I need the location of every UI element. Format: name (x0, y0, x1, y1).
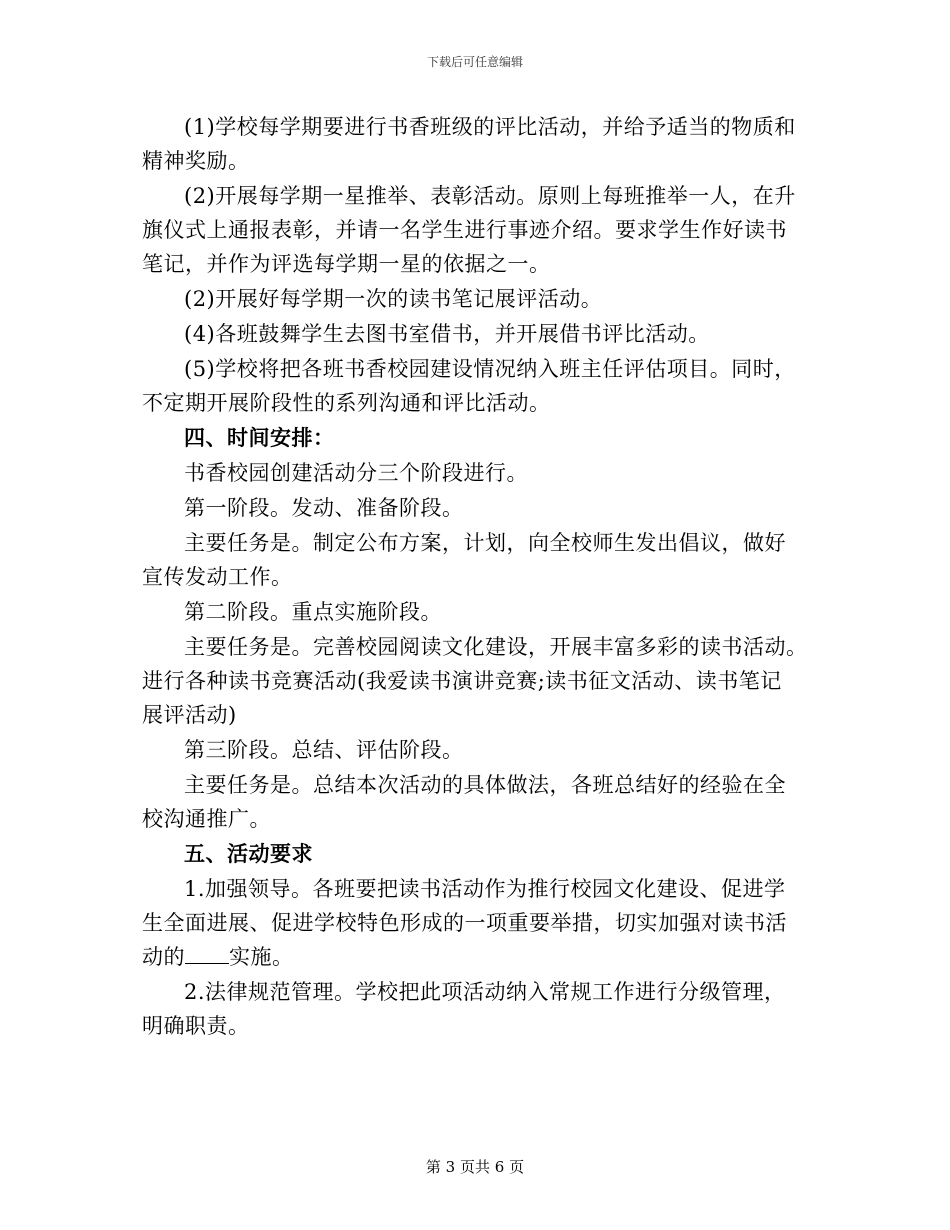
paragraph-item-2 (142, 179, 812, 281)
paragraph-item-4 (142, 317, 812, 351)
text-line: (5)学校将把各班书香校园建设情况纳入班主任评估项目。同时， (184, 357, 796, 381)
paragraph-phases-intro (142, 456, 812, 490)
heading-text: 五、活动要求 (184, 841, 313, 866)
paragraph-item-5 (142, 352, 812, 420)
text-line: (1)学校每学期要进行书香班级的评比活动，并给予适当的物质和 (184, 115, 796, 139)
text-fragment: 实施。 (229, 945, 294, 969)
text-line: 第二阶段。重点实施阶段。 (184, 600, 442, 624)
text-line: 主要任务是。总结本次活动的具体做法，各班总结好的经验在全 (184, 773, 786, 797)
text-line: 2.法律规范管理。学校把此项活动纳入常规工作进行分级管理， (184, 980, 786, 1004)
text-line: 第一阶段。发动、准备阶段。 (184, 496, 464, 520)
text-line: 明确职责。 (142, 1014, 250, 1038)
text-line: 第三阶段。总结、评估阶段。 (184, 738, 464, 762)
text-line: 主要任务是。完善校园阅读文化建设，开展丰富多彩的读书活动。 (184, 635, 808, 659)
text-line: 校沟通推广。 (142, 807, 271, 831)
text-line: 进行各种读书竞赛活动(我爱读书演讲竞赛;读书征文活动、读书笔记 (142, 669, 782, 693)
paragraph-phase-3 (142, 733, 812, 767)
paragraph-requirement-2 (142, 975, 812, 1043)
paragraph-phase-2 (142, 595, 812, 629)
text-line: (4)各班鼓舞学生去图书室借书，并开展借书评比活动。 (184, 322, 710, 346)
text-line-with-blank (142, 940, 812, 974)
text-line: (2)开展好每学期一次的读书笔记展评活动。 (184, 287, 603, 311)
text-line: 笔记，并作为评选每学期一星的依据之一。 (142, 252, 551, 276)
paragraph-phase-1 (142, 491, 812, 525)
section-heading-requirements (142, 837, 812, 871)
section-heading-schedule (142, 421, 812, 455)
text-fragment: 动的 (142, 945, 185, 969)
text-line: (2)开展每学期一星推举、表彰活动。原则上每班推举一人，在升 (184, 184, 796, 208)
paragraph-phase-2-task (142, 630, 812, 732)
text-line: 展评活动) (142, 703, 237, 727)
paragraph-item-1 (142, 110, 812, 178)
text-line: 书香校园创建活动分三个阶段进行。 (184, 461, 528, 485)
heading-text: 四、时间安排： (184, 425, 335, 450)
text-line: 生全面进展、促进学校特色形成的一项重要举措，切实加强对读书活 (142, 911, 787, 935)
paragraph-phase-1-task (142, 526, 812, 594)
text-line: 主要任务是。制定公布方案，计划，向全校师生发出倡议，做好 (184, 531, 786, 555)
paragraph-requirement-1 (142, 872, 812, 974)
text-line: 精神奖励。 (142, 149, 250, 173)
text-line: 宣传发动工作。 (142, 565, 293, 589)
fill-in-blank (185, 943, 229, 964)
page-header: 下载后可任意编辑 (426, 55, 523, 69)
paragraph-item-3 (142, 282, 812, 316)
text-line: 1.加强领导。各班要把读书活动作为推行校园文化建设、促进学 (184, 877, 786, 901)
text-line: 不定期开展阶段性的系列沟通和评比活动。 (142, 391, 551, 415)
text-line: 旗仪式上通报表彰，并请一名学生进行事迹介绍。要求学生作好读书 (142, 218, 787, 242)
document-body (142, 110, 812, 1043)
paragraph-phase-3-task (142, 768, 812, 836)
page-footer: 第 3 页共 6 页 (425, 1158, 525, 1176)
